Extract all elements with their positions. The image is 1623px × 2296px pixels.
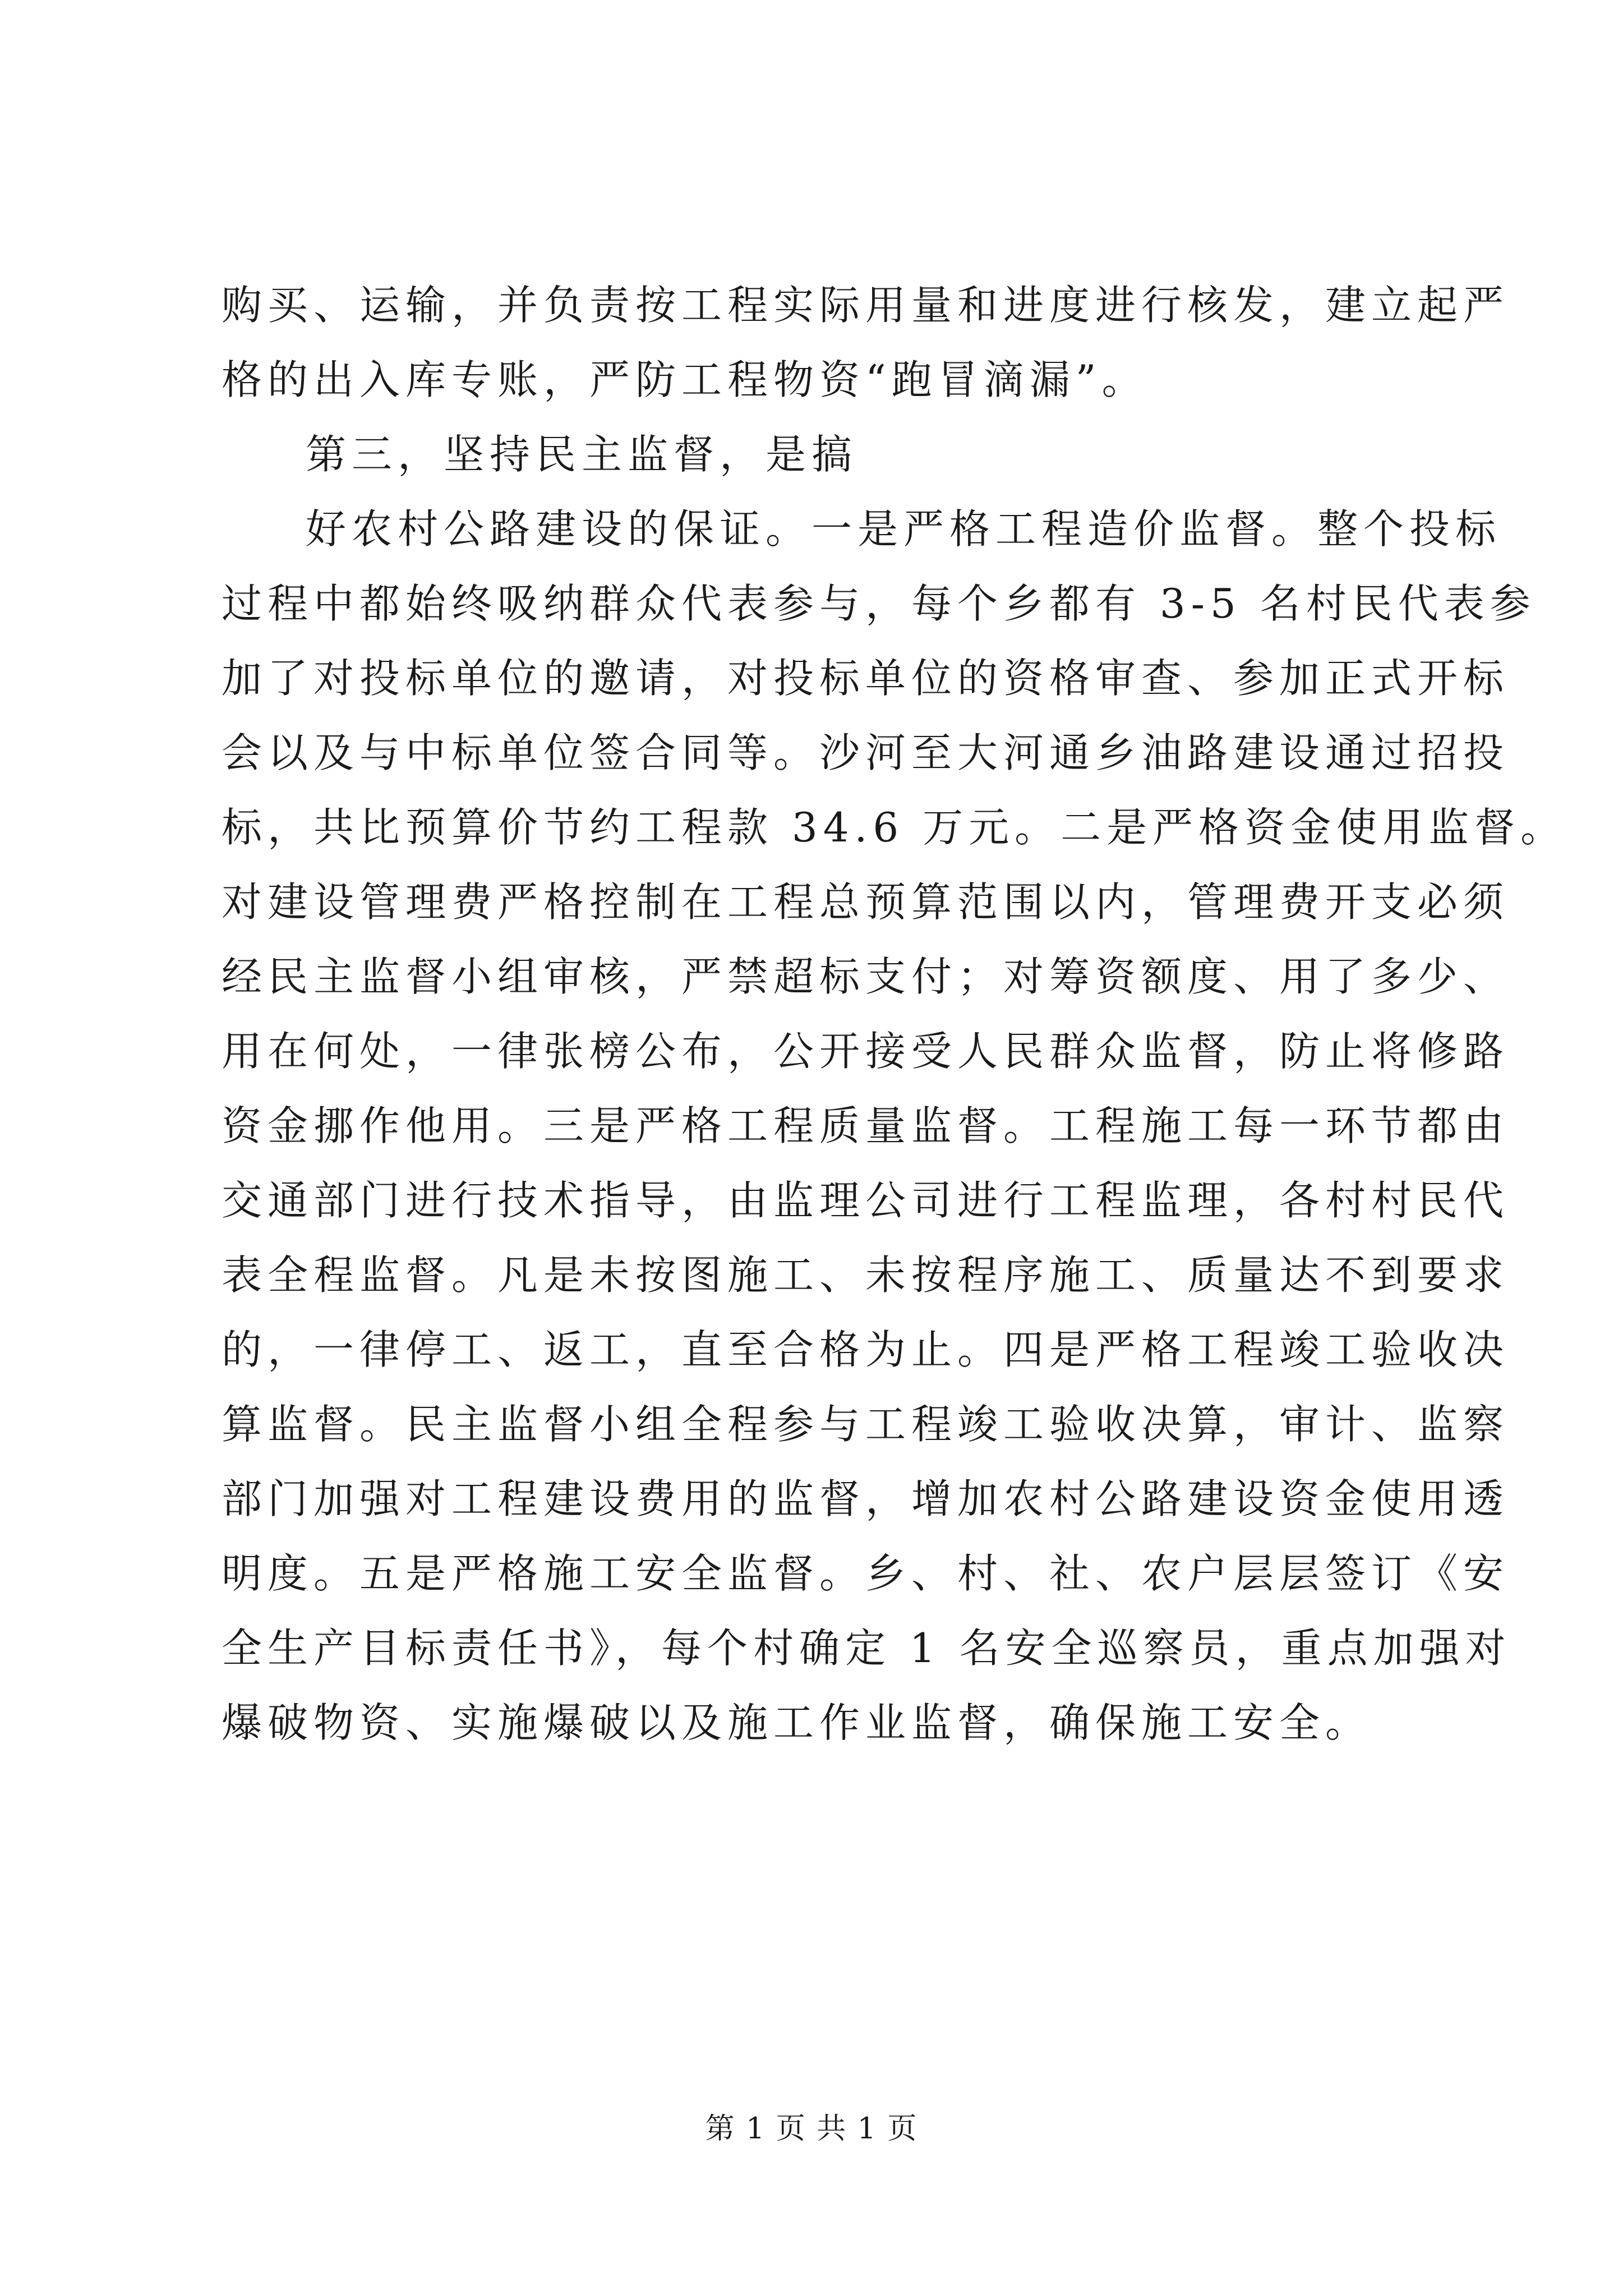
text-line: 全生产目标责任书》，每个村确定 1 名安全巡察员，重点加强对 — [222, 1625, 1511, 1672]
text-line: 经民主监督小组审核，严禁超标支付；对筹资额度、用了多少、 — [222, 953, 1510, 1000]
page-number-footer: 第 1 页 共 1 页 — [705, 2112, 918, 2146]
text-line: 资金挪作他用。三是严格工程质量监督。工程施工每一环节都由 — [222, 1102, 1510, 1149]
text-line: 算监督。民主监督小组全程参与工程竣工验收决算，审计、监察 — [222, 1401, 1510, 1448]
paragraph-first-line: 好农村公路建设的保证。一是严格工程造价监督。整个投标 — [306, 505, 1502, 553]
section-heading-line: 第三，坚持民主监督，是搞 — [306, 431, 858, 478]
text-line: 表全程监督。凡是未按图施工、未按程序施工、质量达不到要求 — [222, 1251, 1510, 1299]
text-line: 格的出入库专账，严防工程物资“跑冒滴漏”。 — [222, 356, 1148, 403]
body-text — [222, 268, 1567, 1760]
text-line: 爆破物资、实施爆破以及施工作业监督，确保施工安全。 — [222, 1699, 1372, 1746]
text-line: 明度。五是严格施工安全监督。乡、村、社、农户层层签订《安 — [222, 1550, 1510, 1597]
text-line: 的，一律停工、返工，直至合格为止。四是严格工程竣工验收决 — [222, 1326, 1510, 1373]
text-line: 对建设管理费严格控制在工程总预算范围以内，管理费开支必须 — [222, 878, 1510, 926]
text-line: 加了对投标单位的邀请，对投标单位的资格审查、参加正式开标 — [222, 655, 1510, 702]
text-line: 交通部门进行技术指导，由监理公司进行工程监理，各村村民代 — [222, 1177, 1510, 1224]
text-line: 过程中都始终吸纳群众代表参与，每个乡都有 3-5 名村民代表参 — [222, 580, 1536, 627]
text-line: 部门加强对工程建设费用的监督，增加农村公路建设资金使用透 — [222, 1475, 1510, 1522]
text-line: 购买、运输，并负责按工程实际用量和进度进行核发，建立起严 — [222, 282, 1510, 329]
text-line: 标，共比预算价节约工程款 34.6 万元。二是严格资金使用监督。 — [222, 804, 1567, 851]
text-line: 会以及与中标单位签合同等。沙河至大河通乡油路建设通过招投 — [222, 729, 1510, 776]
text-line: 用在何处，一律张榜公布，公开接受人民群众监督，防止将修路 — [222, 1028, 1510, 1075]
